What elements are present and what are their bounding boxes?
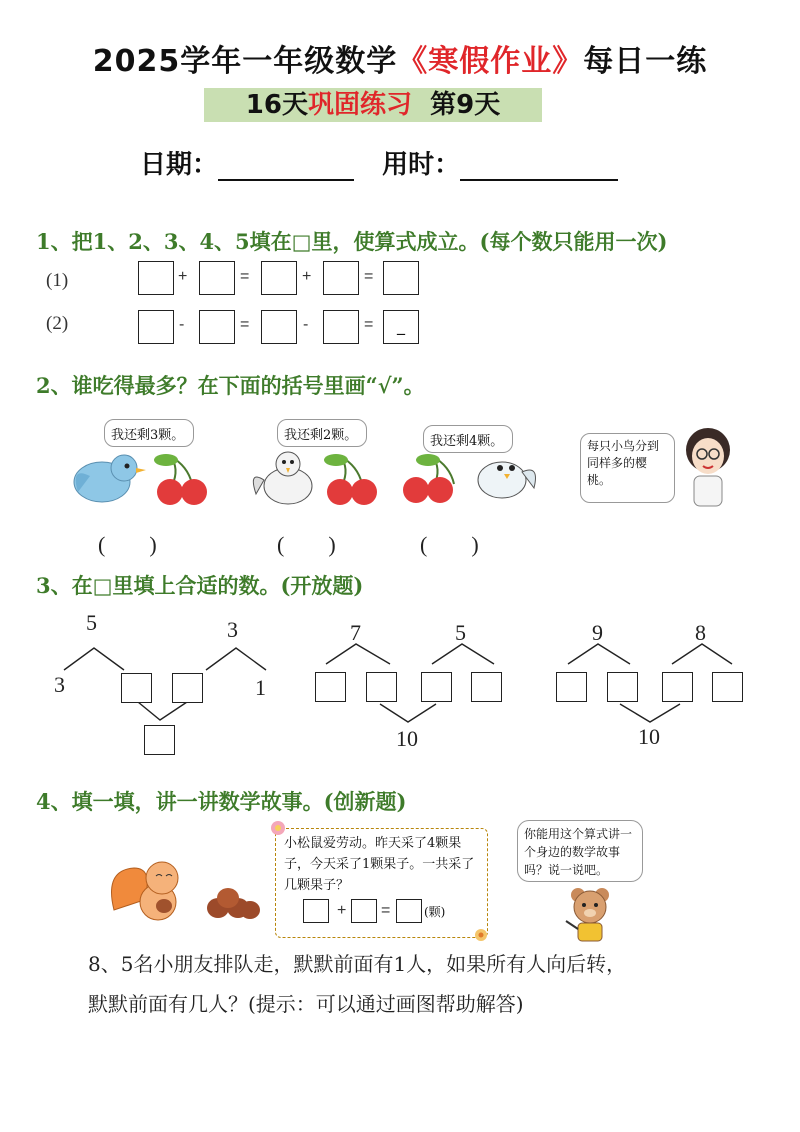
equals-sign: =	[240, 268, 250, 285]
plus-sign: +	[302, 268, 312, 285]
cherry-icon	[403, 454, 454, 503]
q3-box[interactable]	[315, 672, 346, 702]
answer-paren[interactable]: ( )	[98, 532, 157, 557]
speech-bubble: 我还剩2颗。	[277, 419, 367, 447]
number-label: 10	[396, 726, 418, 751]
time-blank[interactable]	[460, 149, 618, 181]
equals-sign: =	[381, 902, 391, 919]
q3-box[interactable]	[556, 672, 587, 702]
q3-box[interactable]	[421, 672, 452, 702]
q1-box[interactable]	[138, 261, 174, 295]
q3-box[interactable]	[366, 672, 397, 702]
cherry-icon	[324, 454, 377, 505]
number-label: 7	[350, 620, 361, 645]
minus-sign: -	[179, 316, 185, 333]
q1-box[interactable]	[261, 261, 297, 295]
q1-row2-label: (2)	[46, 313, 69, 334]
q3-box[interactable]	[144, 725, 175, 755]
birds-cherries-illustration	[60, 446, 540, 516]
squirrel-icon	[112, 862, 179, 920]
q4-text: 4、填一填，讲一讲数学故事。(创新题)	[36, 789, 407, 814]
q5-line2: 默默前面有几人？(提示：可以通过画图帮助解答)	[88, 992, 524, 1016]
number-label: 8	[695, 620, 706, 645]
q1-text: 1、把1、2、3、4、5填在□里，使算式成立。(每个数只能用一次)	[36, 229, 668, 254]
subtitle-days: 16天	[245, 90, 308, 120]
title-prefix: 2025学年一年级数学	[92, 44, 398, 79]
acorn-icon	[207, 888, 260, 919]
equals-sign: =	[240, 316, 250, 333]
answer-paren[interactable]: ( )	[277, 532, 336, 557]
story-box[interactable]	[303, 899, 329, 923]
plus-sign: +	[178, 268, 188, 285]
bear-note: 你能用这个算式讲一个身边的数学故事吗？说一说吧。	[517, 820, 643, 882]
q1-box[interactable]	[323, 310, 359, 344]
q1-box[interactable]	[323, 261, 359, 295]
subtitle-red: 巩固练习	[307, 90, 412, 120]
answer-paren[interactable]: ( )	[420, 532, 479, 557]
number-label: 3	[54, 672, 65, 697]
page-title	[0, 36, 800, 80]
teacher-girl-icon	[678, 420, 738, 510]
story-box[interactable]	[396, 899, 422, 923]
story-card-text: 小松鼠爱劳动。昨天采了4颗果子，今天采了1颗果子。一共采了几颗果子？	[284, 836, 475, 893]
minus-sign: -	[303, 316, 309, 333]
bear-icon	[566, 888, 609, 941]
q1-box[interactable]	[199, 310, 235, 344]
q1-box[interactable]	[199, 261, 235, 295]
bear-illustration	[560, 885, 620, 945]
date-time-line	[140, 144, 618, 181]
q1-box[interactable]: _	[383, 310, 419, 344]
flower-icon	[472, 926, 490, 944]
girl-note: 每只小鸟分到同样多的樱桃。	[580, 433, 675, 503]
q3-box[interactable]	[712, 672, 743, 702]
q1-row1-label: (1)	[46, 270, 69, 291]
equals-sign: =	[364, 316, 374, 333]
number-label: 5	[86, 610, 97, 635]
story-box[interactable]	[351, 899, 377, 923]
q3-box[interactable]	[121, 673, 152, 703]
q3-box[interactable]	[471, 672, 502, 702]
q3-text: 3、在□里填上合适的数。(开放题)	[36, 573, 364, 598]
plus-sign: +	[337, 902, 347, 919]
date-label: 日期：	[140, 150, 219, 180]
squirrel-illustration	[104, 850, 274, 930]
q3-box[interactable]	[662, 672, 693, 702]
unit-label: (颗)	[424, 905, 446, 919]
number-label: 10	[638, 724, 660, 749]
number-label: 3	[227, 617, 238, 642]
title-red: 《寒假作业》	[397, 44, 584, 79]
flower-icon	[268, 818, 288, 838]
equals-sign: =	[364, 268, 374, 285]
title-suffix: 每日一练	[583, 44, 708, 79]
q3-box[interactable]	[607, 672, 638, 702]
speech-bubble: 我还剩3颗。	[104, 419, 194, 447]
time-label: 用时：	[382, 150, 461, 180]
subtitle-day: 第9天	[430, 90, 501, 120]
bird-icon	[253, 452, 312, 504]
speech-bubble: 我还剩4颗。	[423, 425, 513, 453]
story-card	[275, 828, 488, 938]
cherry-icon	[154, 454, 207, 505]
number-label: 1	[255, 675, 266, 700]
number-label: 9	[592, 620, 603, 645]
subtitle	[204, 88, 542, 122]
q3-box[interactable]	[172, 673, 203, 703]
number-label: 5	[455, 620, 466, 645]
date-blank[interactable]	[218, 149, 354, 181]
q5-line1: 8、5名小朋友排队走，默默前面有1人，如果所有人向后转，	[88, 952, 627, 976]
bird-icon	[478, 462, 536, 498]
bird-icon	[74, 455, 146, 502]
q1-box[interactable]	[138, 310, 174, 344]
q2-text: 2、谁吃得最多？在下面的括号里画“√”。	[36, 373, 425, 398]
q1-box[interactable]	[261, 310, 297, 344]
q1-box[interactable]	[383, 261, 419, 295]
